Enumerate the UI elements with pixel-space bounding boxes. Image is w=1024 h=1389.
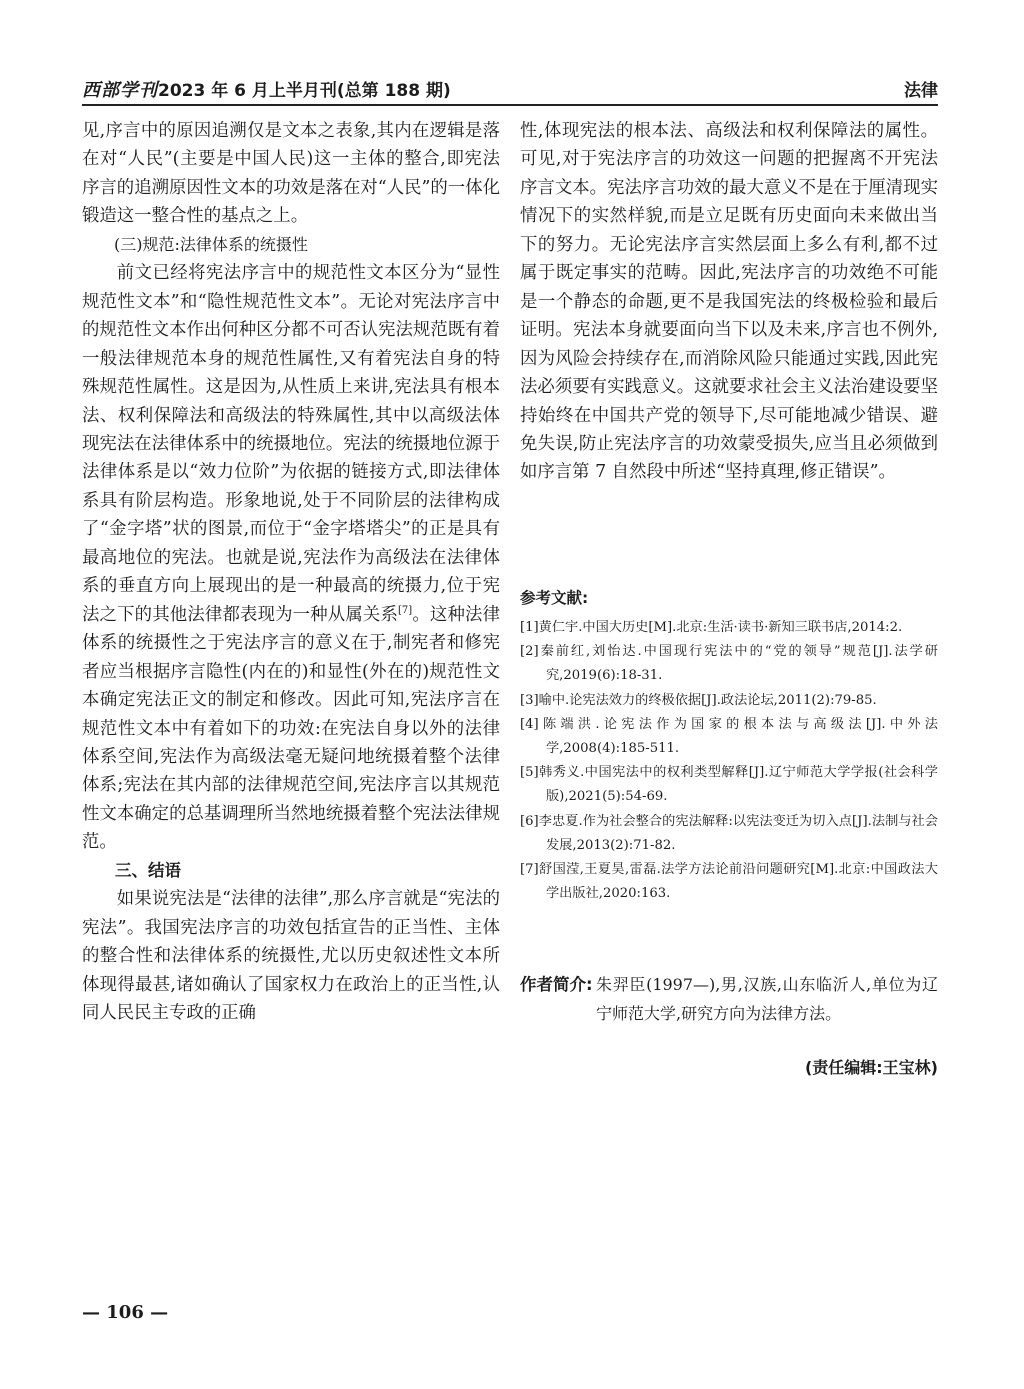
section-label: 法律 <box>904 81 938 101</box>
paragraph: 如果说宪法是“法律的法律”,那么序言就是“宪法的宪法”。我国宪法序言的功效包括宣告的正当性、主体的整合性和法律体系的统摄性,尤以历史叙述性文本所体现得最甚,诸如确认了国家权力在政治上的正当性,认同人民民主专政的正确 <box>82 889 500 1024</box>
references-title: 参考文献: <box>520 589 589 607</box>
section-heading: 三、结语 <box>115 860 181 880</box>
left-column <box>82 117 500 1028</box>
paragraph-text: 。这种法律体系的统摄性之于宪法序言的意义在于,制宪者和修宪者应当根据序言隐性(内在的)和显性(外在的)规范性文本确定宪法正文的制定和修改。因此可知,宪法序言在规范性文本中有着如下的功效:在宪法自身以外的法律体系空间,宪法作为高级法毫无疑问地统摄着整个法律体系;宪法在其内部的法律规范空间,宪法序言以其规范性文本确定的总基调理所当然地统摄着整个宪法法律规范。 <box>82 604 500 853</box>
reference-item: [1]黄仁宇.中国大历史[M].北京:生活·读书·新知三联书店,2014:2. <box>520 620 903 635</box>
reference-item: [4]陈端洪.论宪法作为国家的根本法与高级法[J].中外法学,2008(4):185-511. <box>520 716 938 757</box>
reference-item: [5]韩秀义.中国宪法中的权利类型解释[J].辽宁师范大学学报(社会科学版),2021(5):54-69. <box>520 765 938 805</box>
paragraph <box>82 259 500 857</box>
reference-item: [3]喻中.论宪法效力的终极依据[J].政法论坛,2011(2):79-85. <box>520 692 877 708</box>
reference-item: [7]舒国滢,王夏昊,雷磊.法学方法论前沿问题研究[M].北京:中国政法大学出版社,2020:163. <box>520 862 938 902</box>
issue-info: 2023 年 6 月上半月刊(总第 188 期) <box>158 81 451 101</box>
author-text: 朱羿臣(1997—),男,汉族,山东临沂人,单位为辽宁师范大学,研究方向为法律方法。 <box>596 975 938 1023</box>
author-label: 作者简介: <box>520 975 593 994</box>
right-column <box>520 117 938 487</box>
paragraph-text: 前文已经将宪法序言中的规范性文本区分为“显性规范性文本”和“隐性规范性文本”。无论对宪法序言中的规范性文本作出何种区分都不可否认宪法规范既有着一般法律规范本身的规范性属性,又有着宪法自身的特殊规范性属性。这是因为,从性质上来讲,宪法具有根本法、权利保障法和高级法的特殊属性,其中以高级法体现宪法在法律体系中的统摄地位。宪法的统摄地位源于法律体系是以“效力位阶”为依据的链接方式,即法律体系具有阶层构造。形象地说,处于不同阶层的法律构成了“金字塔”状的图景,而位于“金字塔塔尖”的正是具有最高地位的宪法。也就是说,宪法作为高级法在法律体系的垂直方向上展现出的是一种最高的统摄力,位于宪法之下的其他法律都表现为一种从属关系 <box>82 263 500 625</box>
citation-mark: [7] <box>398 604 413 616</box>
reference-item: [6]李忠夏.作为社会整合的宪法解释:以宪法变迁为切入点[J].法制与社会发展,2013(2):71-82. <box>520 813 938 853</box>
paragraph: 见,序言中的原因追溯仅是文本之表象,其内在逻辑是落在对“人民”(主要是中国人民)这一主体的整合,即宪法序言的追溯原因性文本的功效是落在对“人民”的一体化锻造这一整合性的基点之上。 <box>82 121 500 227</box>
page-number: — 106 — <box>82 1302 169 1323</box>
author-bio <box>520 970 938 1028</box>
reference-item: [2]秦前红,刘怡达.中国现行宪法中的“党的领导”规范[J].法学研究,2019(6):18-31. <box>520 644 938 684</box>
subheading: (三)规范:法律体系的统摄性 <box>114 234 308 254</box>
editor-note: (责任编辑:王宝林) <box>804 1058 938 1077</box>
page-header <box>82 70 938 106</box>
journal-logo: 西部学刊 <box>82 80 158 101</box>
paragraph: 性,体现宪法的根本法、高级法和权利保障法的属性。可见,对于宪法序言的功效这一问题的把握离不开宪法序言文本。宪法序言功效的最大意义不是在于厘清现实情况下的实然样貌,而是立足既有历史面向未来做出当下的努力。无论宪法序言实然层面上多么有利,都不过属于既定事实的范畴。因此,宪法序言的功效绝不可能是一个静态的命题,更不是我国宪法的终极检验和最后证明。宪法本身就要面向当下以及未来,序言也不例外,因为风险会持续存在,而消除风险只能通过实践,因此宪法必须要有实践意义。这就要求社会主义法治建设要坚持始终在中国共产党的领导下,尽可能地减少错误、避免失误,防止宪法序言的功效蒙受损失,应当且必须做到如序言第 7 自然段中所述“坚持真理,修正错误”。 <box>520 121 938 483</box>
references <box>520 586 938 906</box>
